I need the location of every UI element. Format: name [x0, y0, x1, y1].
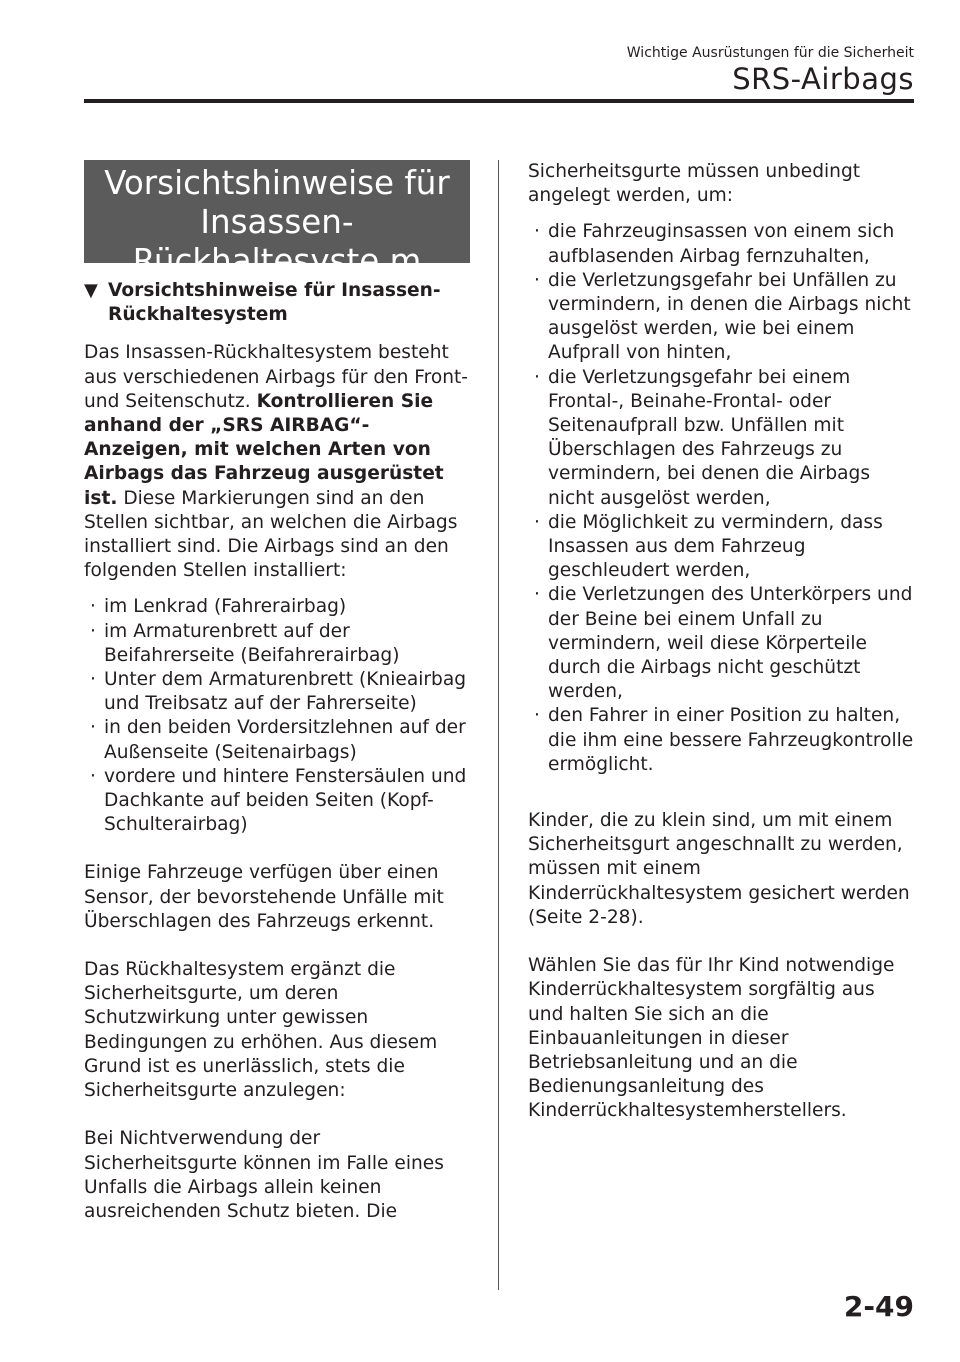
left-column [84, 160, 470, 1248]
list-item: · die Möglichkeit zu vermindern, dass Insassen aus dem Fahrzeug geschleudert werden, [530, 511, 914, 584]
triangle-down-icon: ▼ [84, 280, 98, 301]
list-item: · den Fahrer in einer Position zu halten, die ihm eine bessere Fahrzeugkontrolle ermöglicht. [530, 704, 914, 777]
paragraph-children: Kinder, die zu klein sind, um mit einem Sicherheitsgurt angeschnallt zu werden, müssen mit einem Kinderrückhaltesystem gesichert werden (Seite 2-28). [528, 810, 910, 928]
list-item: · im Lenkrad (Fahrerairbag) [86, 595, 470, 619]
header-rule [84, 99, 914, 103]
running-header [627, 44, 914, 96]
paragraph-nonuse: Bei Nichtverwendung der Sicherheitsgurte können im Falle eines Unfalls die Airbags allein keinen ausreichenden Schutz bieten. Die [84, 1128, 444, 1222]
list-item: · im Armaturenbrett auf der Beifahrerseite (Beifahrerairbag) [86, 620, 470, 668]
intro-text-continued: Diese Markierungen sind an den Stellen sichtbar, an welchen die Airbags installiert sind. Die Airbags sind an den folgenden Stellen installiert: [84, 487, 458, 582]
paragraph-continued: Sicherheitsgurte müssen unbedingt angelegt werden, um: [528, 161, 861, 207]
list-item: · die Verletzungsgefahr bei einem Frontal-, Beinahe-Frontal- oder Seitenaufprall bzw. Unfällen mit Überschlagen des Fahrzeugs zu vermindern, bei denen die Airbags nicht ausgelöst werden, [530, 366, 914, 511]
airbag-location-list [84, 595, 470, 837]
intro-text: Das Insassen-Rückhaltesystem besteht aus verschiedenen Airbags für den Front- und Seitenschutz. [84, 342, 469, 412]
reasons-list [528, 220, 914, 777]
column-divider [498, 160, 499, 1290]
list-item: · vordere und hintere Fenstersäulen und Dachkante auf beiden Seiten (Kopf-Schulterairbag) [86, 765, 470, 838]
subheading [84, 279, 470, 327]
paragraph-sensor: Einige Fahrzeuge verfügen über einen Sensor, der bevorstehende Unfälle mit Überschlagen des Fahrzeugs erkennt. [84, 862, 444, 932]
list-item: · die Verletzungsgefahr bei Unfällen zu vermindern, in denen die Airbags nicht ausgelöst werden, wie bei einem Aufprall von hinten, [530, 269, 914, 366]
list-item: · in den beiden Vordersitzlehnen auf der Außenseite (Seitenairbags) [86, 716, 470, 764]
paragraph-belts: Das Rückhaltesystem ergänzt die Sicherheitsgurte, um deren Schutzwirkung unter gewissen Bedingungen zu erhöhen. Aus diesem Grund ist es unerlässlich, stets die Sicherheitsgurte anzulegen: [84, 959, 438, 1102]
list-item: · Unter dem Armaturenbrett (Knieairbag und Treibsatz auf der Fahrerseite) [86, 668, 470, 716]
right-column [528, 160, 914, 1148]
subheading-text: Vorsichtshinweise für Insassen-Rückhaltesystem [108, 280, 441, 326]
list-item: · die Verletzungen des Unterkörpers und der Beine bei einem Unfall zu vermindern, weil diese Körperteile durch die Airbags nicht geschützt werden, [530, 583, 914, 704]
paragraph-choose: Wählen Sie das für Ihr Kind notwendige Kinderrückhaltesystem sorgfältig aus und halten Sie sich an die Einbauanleitungen in dieser Betriebsanleitung und an die Bedienungsanleitung des Kinderrückhaltesystemherstellers. [528, 955, 895, 1122]
list-item: · die Fahrzeuginsassen von einem sich aufblasenden Airbag fernzuhalten, [530, 220, 914, 268]
chapter-title: Wichtige Ausrüstungen für die Sicherheit [626, 45, 914, 61]
section-title: SRS-Airbags [732, 62, 914, 96]
page-number: 2-49 [843, 1290, 914, 1323]
section-heading-box: Vorsichtshinweise für Insassen-Rückhaltesyste m [84, 160, 470, 263]
intro-paragraph [84, 341, 470, 583]
intro-bold-text: Kontrollieren Sie anhand der „SRS AIRBAG“-Anzeigen, mit welchen Arten von Airbags das Fahrzeug ausgerüstet ist. [84, 390, 444, 509]
